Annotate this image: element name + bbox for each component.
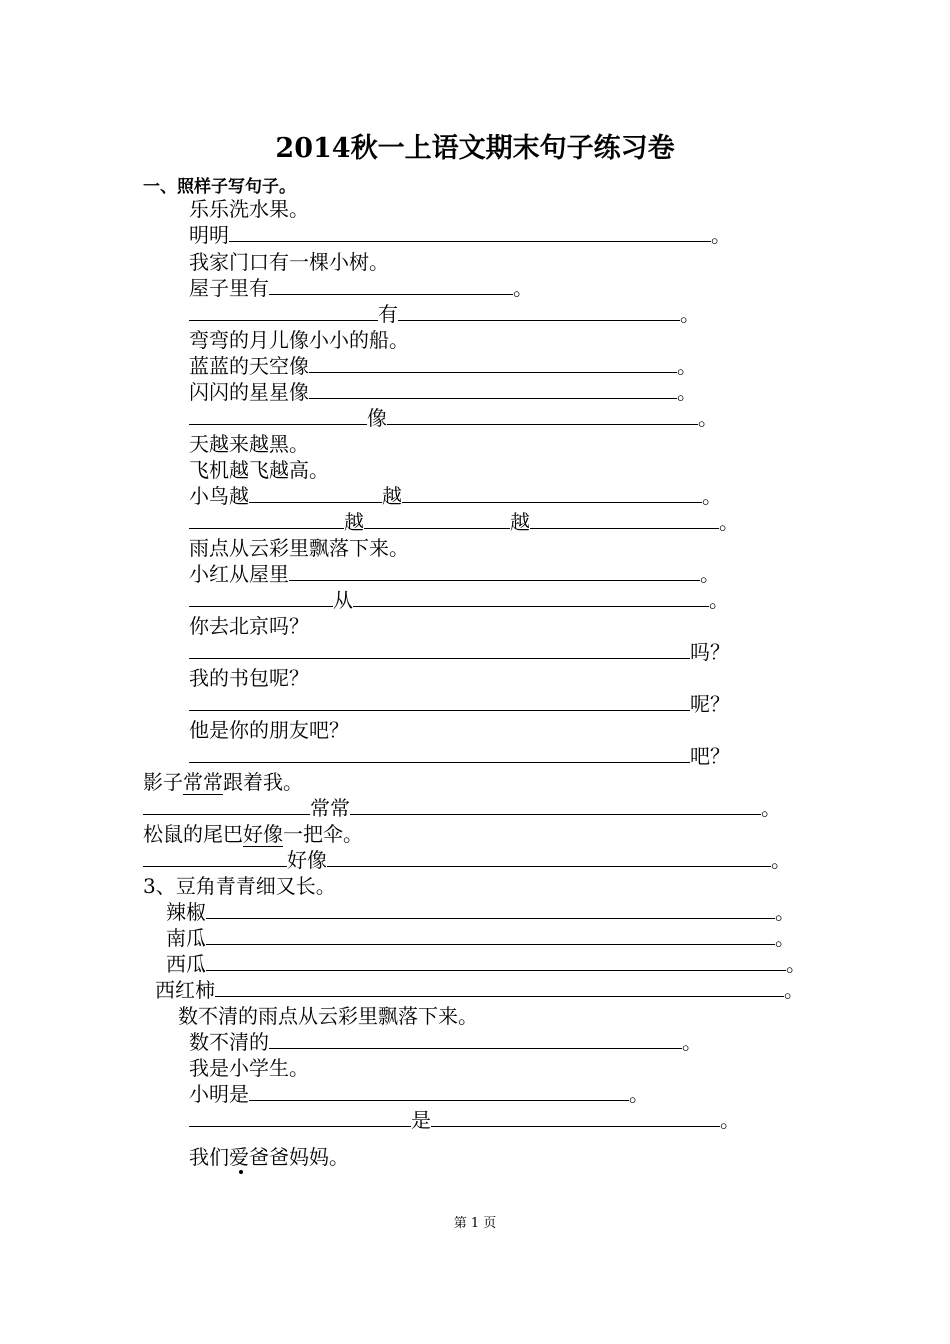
- underlined-word: 常常: [183, 770, 223, 794]
- example-sentence: 我们爱爸爸妈妈。: [189, 1145, 349, 1169]
- exercise-line: 吧？: [189, 743, 730, 769]
- answer-blank[interactable]: [206, 952, 786, 971]
- answer-blank[interactable]: [189, 744, 690, 763]
- answer-blank[interactable]: [309, 354, 677, 373]
- exercise-line: 闪闪的星星像 。: [189, 380, 697, 404]
- answer-blank[interactable]: [530, 510, 719, 529]
- answer-blank[interactable]: [143, 796, 310, 815]
- example-sentence: 我家门口有一棵小树。: [189, 250, 389, 274]
- page-title: 2014秋一上语文期末句子练习卷: [275, 133, 675, 164]
- answer-blank[interactable]: [398, 302, 680, 321]
- example-sentence: 我是小学生。: [189, 1056, 309, 1080]
- answer-blank[interactable]: [215, 978, 784, 997]
- answer-blank[interactable]: [229, 223, 711, 242]
- answer-blank[interactable]: [249, 484, 382, 503]
- page-number: 第 1 页: [453, 1216, 497, 1231]
- answer-blank[interactable]: [189, 510, 344, 529]
- example-sentence: 影子常常跟着我。: [143, 770, 303, 794]
- answer-blank[interactable]: [431, 1108, 720, 1127]
- answer-blank[interactable]: [387, 406, 698, 425]
- answer-blank[interactable]: [402, 484, 702, 503]
- exercise-line: 南瓜 。: [166, 926, 795, 950]
- answer-blank[interactable]: [309, 380, 677, 399]
- answer-blank[interactable]: [353, 588, 709, 607]
- example-sentence: 松鼠的尾巴好像一把伞。: [143, 822, 363, 846]
- answer-blank[interactable]: [206, 900, 775, 919]
- answer-blank[interactable]: [189, 1108, 411, 1127]
- example-sentence: 飞机越飞越高。: [189, 458, 329, 482]
- exercise-line: 西瓜 。: [166, 952, 806, 976]
- exercise-line: 蓝蓝的天空像 。: [189, 354, 697, 378]
- exercise-line: 小明是 。: [189, 1082, 649, 1106]
- answer-blank[interactable]: [249, 1082, 629, 1101]
- exercise-line: 是 。: [189, 1107, 740, 1133]
- exercise-line: 从 。: [189, 587, 729, 613]
- exercise-line: 西红柿 。: [155, 978, 804, 1002]
- answer-blank[interactable]: [189, 640, 690, 659]
- exercise-line: 小鸟越 越 。: [189, 484, 722, 508]
- example-sentence: 弯弯的月儿像小小的船。: [189, 328, 409, 352]
- exercise-line: 辣椒 。: [166, 900, 795, 924]
- exercise-line: 呢？: [189, 691, 730, 717]
- example-sentence: 乐乐洗水果。: [189, 197, 309, 221]
- answer-blank[interactable]: [189, 588, 333, 607]
- exercise-line: 小红从屋里 。: [189, 562, 720, 586]
- emphasis-dot: [239, 1170, 243, 1174]
- exercise-line: 越 越 。: [189, 509, 739, 535]
- exercise-line: 吗？: [189, 639, 730, 665]
- section-heading: 一、照样子写句子。: [143, 177, 296, 197]
- answer-blank[interactable]: [189, 302, 378, 321]
- exercise-line: 像 。: [189, 405, 718, 431]
- example-sentence: 3、豆角青青细又长。: [143, 874, 336, 898]
- example-sentence: 他是你的朋友吧？: [189, 718, 349, 742]
- example-sentence: 我的书包呢？: [189, 666, 309, 690]
- exercise-line: 好像 。: [143, 847, 791, 873]
- answer-blank[interactable]: [269, 1030, 682, 1049]
- exercise-line: 屋子里有 。: [189, 276, 533, 300]
- answer-blank[interactable]: [143, 848, 287, 867]
- exercise-line: 数不清的 。: [189, 1030, 702, 1054]
- exercise-line: 有 。: [189, 301, 700, 327]
- answer-blank[interactable]: [206, 926, 775, 945]
- answer-blank[interactable]: [289, 562, 700, 581]
- answer-blank[interactable]: [350, 796, 761, 815]
- example-sentence: 你去北京吗？: [189, 614, 309, 638]
- answer-blank[interactable]: [327, 848, 771, 867]
- exercise-line: 明明 。: [189, 223, 731, 247]
- answer-blank[interactable]: [269, 276, 513, 295]
- example-sentence: 天越来越黑。: [189, 432, 309, 456]
- answer-blank[interactable]: [189, 692, 690, 711]
- underlined-word: 好像: [243, 822, 283, 846]
- exercise-line: 常常 。: [143, 795, 781, 821]
- answer-blank[interactable]: [189, 406, 367, 425]
- answer-blank[interactable]: [364, 510, 510, 529]
- example-sentence: 数不清的雨点从云彩里飘落下来。: [178, 1004, 478, 1028]
- example-sentence: 雨点从云彩里飘落下来。: [189, 536, 409, 560]
